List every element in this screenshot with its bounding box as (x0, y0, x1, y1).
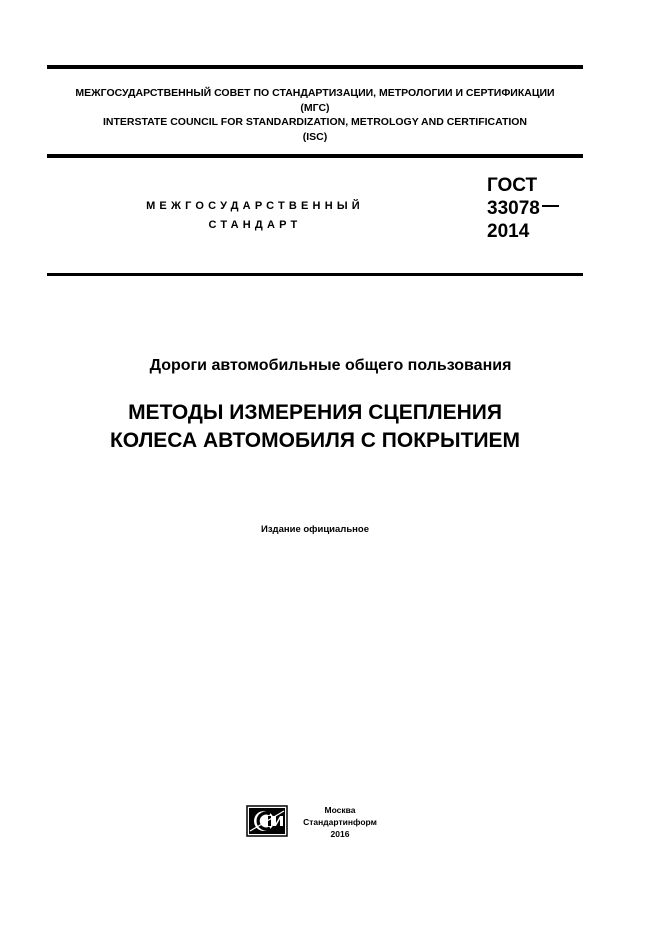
document-title (0, 399, 630, 455)
council-abbr-en: (ISC) (302, 130, 328, 143)
council-name-en: INTERSTATE COUNCIL FOR STANDARDIZATION, METROLOGY AND CERTIFICATION (102, 116, 528, 128)
standard-label-line2: СТАНДАРТ (208, 219, 302, 231)
publisher-block (292, 804, 388, 840)
title-line1: МЕТОДЫ ИЗМЕРЕНИЯ СЦЕПЛЕНИЯ (128, 401, 502, 424)
middle-rule (47, 154, 583, 158)
gost-word: ГОСТ (487, 175, 538, 196)
edition-note: Издание официальное (261, 524, 369, 535)
standard-label-line1: МЕЖГОСУДАРСТВЕННЫЙ (146, 200, 364, 212)
standartinform-logo-icon (246, 805, 288, 837)
publisher-city: Москва (324, 805, 356, 815)
council-abbr-ru: (МГС) (300, 101, 330, 114)
gost-number: 33078 (487, 198, 540, 219)
title-line2: КОЛЕСА АВТОМОБИЛЯ С ПОКРЫТИЕМ (109, 429, 521, 452)
council-header (47, 86, 583, 144)
gost-year: 2014 (487, 221, 530, 242)
gost-dash (542, 205, 559, 207)
council-name-ru: МЕЖГОСУДАРСТВЕННЫЙ СОВЕТ ПО СТАНДАРТИЗАЦИИ, МЕТРОЛОГИИ И СЕРТИФИКАЦИИ (75, 87, 555, 99)
interstate-standard-label (90, 197, 420, 235)
gost-designation (487, 174, 559, 243)
lower-rule (47, 273, 583, 276)
publisher-name: Стандартинформ (303, 817, 377, 827)
publisher-year: 2016 (330, 829, 350, 839)
top-rule (47, 65, 583, 69)
document-subtitle: Дороги автомобильные общего пользования (149, 357, 512, 374)
